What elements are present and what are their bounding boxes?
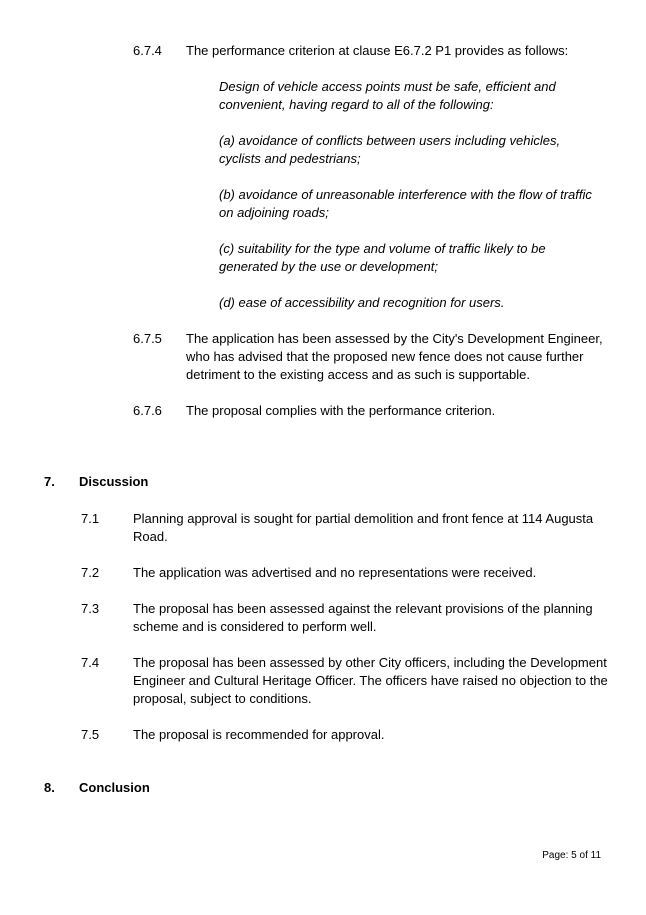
quote-item-b: (b) avoidance of unreasonable interference with the flow of traffic on adjoining roads; — [219, 187, 592, 220]
clause-text: The application was advertised and no representations were received. — [133, 565, 537, 580]
clause-text: The proposal has been assessed by other City officers, including the Development Engineer and Cultural Heritage Officer. The officers have raised no objection to the proposal, subject to conditions. — [133, 655, 608, 706]
clause-text: The application has been assessed by the City's Development Engineer, who has advised that the proposed new fence does not cause further detriment to the existing access and as such is supportable. — [186, 331, 603, 382]
page-number: Page: 5 of 11 — [542, 850, 601, 861]
clause-text: The proposal is recommended for approval. — [133, 727, 385, 742]
section-heading: Conclusion — [79, 780, 150, 795]
clause-number: 7.1 — [81, 511, 100, 526]
clause-number: 7.5 — [81, 727, 100, 742]
quote-intro: Design of vehicle access points must be safe, efficient and convenient, having regard to all of the following: — [219, 79, 556, 112]
clause-text: Planning approval is sought for partial demolition and front fence at 114 Augusta Road. — [133, 511, 594, 544]
clause-number: 7.3 — [81, 601, 100, 616]
clause-number: 7.4 — [81, 655, 100, 670]
clause-number: 6.7.5 — [133, 331, 162, 346]
clause-text: The proposal has been assessed against the relevant provisions of the planning scheme and is considered to perform well. — [133, 601, 593, 634]
quote-item-a: (a) avoidance of conflicts between users including vehicles, cyclists and pedestrians; — [219, 133, 561, 166]
section-number: 8. — [44, 780, 55, 795]
quote-item-c: (c) suitability for the type and volume of traffic likely to be generated by the use or development; — [219, 241, 546, 274]
quote-item-d: (d) ease of accessibility and recognition for users. — [219, 295, 505, 310]
clause-number: 6.7.4 — [133, 43, 162, 58]
clause-number: 7.2 — [81, 565, 100, 580]
clause-text: The proposal complies with the performance criterion. — [186, 403, 496, 418]
clause-text: The performance criterion at clause E6.7.2 P1 provides as follows: — [186, 43, 569, 58]
section-number: 7. — [44, 474, 55, 489]
clause-number: 6.7.6 — [133, 403, 162, 418]
section-heading: Discussion — [79, 474, 149, 489]
